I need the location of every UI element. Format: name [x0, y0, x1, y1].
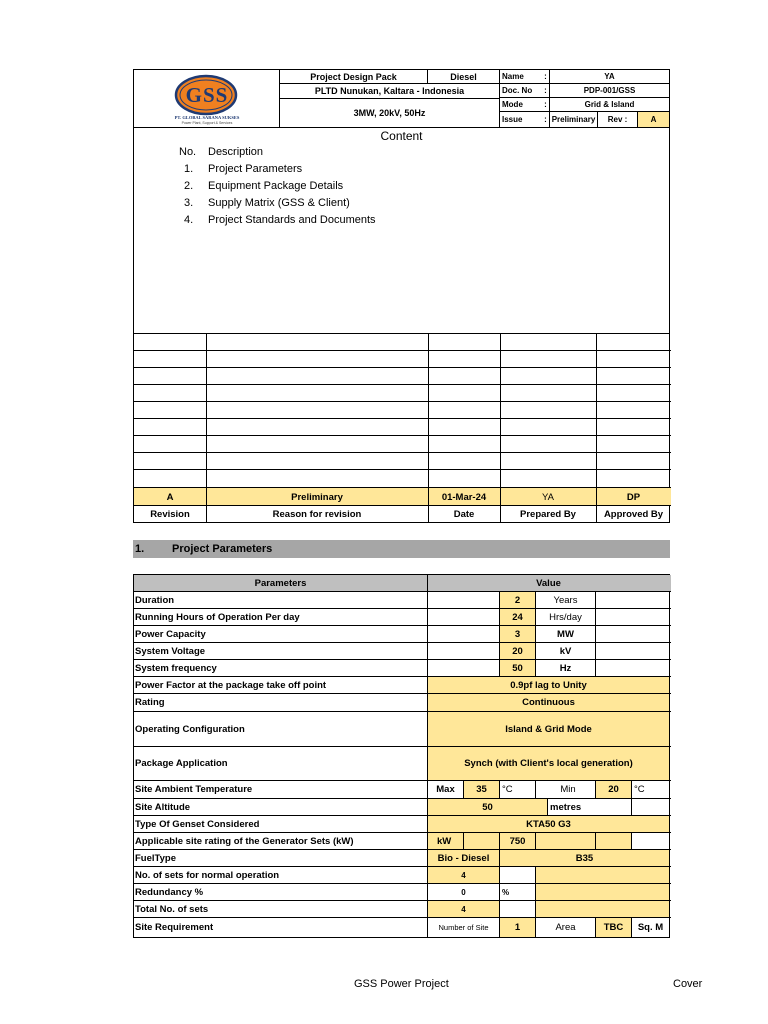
- param-label: No. of sets for normal operation: [134, 867, 428, 883]
- param-value: 50: [428, 799, 548, 815]
- table-row: [134, 833, 671, 850]
- param-label: Site Altitude: [134, 799, 428, 815]
- table-row: [134, 660, 671, 677]
- toc-item-link[interactable]: Project Parameters: [208, 163, 303, 175]
- param-label: System Voltage: [134, 643, 428, 659]
- content-block: [133, 128, 670, 334]
- param-label: Rating: [134, 694, 428, 711]
- param-value: 20: [596, 781, 632, 798]
- param-cell: [536, 833, 596, 849]
- docno-colon: :: [542, 84, 550, 98]
- logo-tagline: Power Plant, Support & Services: [181, 121, 233, 125]
- approved-header: Approved By: [603, 508, 664, 520]
- table-row: [134, 694, 671, 712]
- footer-right: Cover: [673, 978, 703, 990]
- table-row: [134, 747, 671, 781]
- revision-date: 01-Mar-24: [441, 491, 487, 503]
- toc-item-no: 1.: [184, 163, 194, 175]
- param-cell: [596, 643, 669, 659]
- header-block: [133, 69, 670, 128]
- toc-item-link[interactable]: Equipment Package Details: [208, 180, 344, 192]
- param-label: Power Capacity: [134, 626, 428, 642]
- docno-label: Doc. No: [500, 84, 542, 98]
- reason-header: Reason for revision: [272, 508, 362, 520]
- param-cell: [500, 867, 536, 883]
- logo-company: PT. GLOBAL SARANA SUKSES: [174, 115, 240, 120]
- param-value: 50: [500, 660, 536, 676]
- param-label: System frequency: [134, 660, 428, 676]
- toc-item-no: 4.: [184, 214, 194, 226]
- param-sublabel: Max: [428, 781, 464, 798]
- param-value: Continuous: [428, 694, 669, 711]
- param-unit: °C: [634, 784, 645, 795]
- param-unit: MW: [536, 626, 596, 642]
- project-design-pack: Project Design Pack: [280, 70, 428, 84]
- toc-header-desc: Description: [208, 146, 264, 158]
- mode-value: Grid & Island: [550, 98, 669, 112]
- param-label: Operating Configuration: [134, 712, 428, 746]
- param-label: Package Application: [134, 747, 428, 780]
- param-value: 0.9pf lag to Unity: [428, 677, 669, 693]
- table-row: [134, 799, 671, 816]
- param-label: Total No. of sets: [134, 901, 428, 917]
- value-col-header: Value: [536, 577, 561, 589]
- toc-item-link[interactable]: Supply Matrix (GSS & Client): [208, 197, 350, 209]
- param-label: Duration: [134, 592, 428, 608]
- table-row: [134, 609, 671, 626]
- param-cell: [632, 799, 669, 815]
- content-title: Content: [380, 129, 423, 143]
- param-sublabel: Min: [560, 784, 576, 795]
- param-value: 2: [500, 592, 536, 608]
- param-value: 750: [500, 833, 536, 849]
- revision-rev: A: [166, 491, 174, 503]
- param-value: Bio - Diesel: [428, 850, 500, 866]
- revision-row-empty: [134, 385, 671, 402]
- param-value: 3: [500, 626, 536, 642]
- param-unit: Hz: [536, 660, 596, 676]
- logo-text: GSS: [185, 83, 229, 107]
- param-label: Redundancy %: [134, 884, 428, 900]
- param-value: B35: [500, 850, 669, 866]
- table-row: [134, 677, 671, 694]
- table-row: [134, 884, 671, 901]
- revision-table: [133, 333, 670, 523]
- rev-label: Rev :: [598, 112, 638, 127]
- revision-row-empty: [134, 453, 671, 470]
- table-row: [134, 850, 671, 867]
- spec-summary: 3MW, 20kV, 50Hz: [280, 99, 500, 127]
- param-label: Site Ambient Temperature: [134, 781, 428, 798]
- param-cell: [632, 833, 669, 849]
- mode-colon: :: [542, 98, 550, 112]
- param-unit: Years: [536, 592, 596, 608]
- prepared-header: Prepared By: [520, 508, 576, 520]
- param-value: 20: [500, 643, 536, 659]
- revision-approved: DP: [626, 491, 641, 503]
- revision-row-empty: [134, 402, 671, 419]
- date-header: Date: [453, 508, 475, 520]
- param-value: 35: [464, 781, 500, 798]
- param-cell: [428, 609, 500, 625]
- param-value: 0: [428, 884, 500, 900]
- param-unit: %: [500, 884, 536, 900]
- param-cell: [428, 643, 500, 659]
- table-row: [134, 816, 671, 833]
- name-label: Name: [500, 70, 542, 84]
- param-unit: Sq. M: [637, 922, 664, 933]
- param-value: 24: [500, 609, 536, 625]
- section-bar: [133, 540, 670, 558]
- param-label: Type Of Genset Considered: [134, 816, 428, 832]
- name-value: YA: [550, 70, 669, 84]
- param-unit: °C: [500, 781, 536, 798]
- param-cell: [428, 660, 500, 676]
- table-row: [134, 901, 671, 918]
- param-value: Island & Grid Mode: [428, 712, 669, 746]
- param-sublabel: Area: [536, 918, 596, 937]
- param-label: Applicable site rating of the Generator Sets (kW): [134, 833, 428, 849]
- issue-value: Preliminary: [550, 112, 598, 127]
- param-cell: [428, 626, 500, 642]
- param-value: 1: [500, 918, 536, 937]
- param-unit: kV: [536, 643, 596, 659]
- revision-header: Revision: [150, 508, 190, 520]
- toc-item-link[interactable]: Project Standards and Documents: [208, 214, 376, 226]
- param-unit: Hrs/day: [536, 609, 596, 625]
- issue-colon: :: [542, 112, 550, 127]
- rev-value: A: [638, 112, 669, 127]
- param-cell: [536, 884, 669, 900]
- parameters-table: [133, 574, 670, 938]
- toc-header-no: No.: [179, 146, 197, 158]
- table-row: [134, 712, 671, 747]
- name-colon: :: [542, 70, 550, 84]
- table-row: [134, 918, 671, 937]
- docno-value: PDP-001/GSS: [550, 84, 669, 98]
- param-cell: [500, 901, 536, 917]
- param-cell: [596, 626, 669, 642]
- param-cell: [536, 867, 669, 883]
- param-label: Site Requirement: [134, 918, 428, 937]
- param-cell: [536, 901, 669, 917]
- table-row: [134, 781, 671, 799]
- param-value: Synch (with Client's local generation): [428, 747, 669, 780]
- param-label: Running Hours of Operation Per day: [134, 609, 428, 625]
- toc-item-no: 3.: [184, 197, 194, 209]
- param-label: FuelType: [134, 850, 428, 866]
- param-value: 4: [428, 867, 500, 883]
- issue-label: Issue: [502, 115, 523, 124]
- site-name: PLTD Nunukan, Kaltara - Indonesia: [280, 84, 500, 99]
- revision-row-empty: [134, 334, 671, 351]
- table-row: [134, 626, 671, 643]
- table-row: [134, 592, 671, 609]
- param-label: Power Factor at the package take off point: [134, 677, 428, 693]
- param-cell: [596, 609, 669, 625]
- toc-item-no: 2.: [184, 180, 194, 192]
- param-cell: [596, 660, 669, 676]
- revision-row-empty: [134, 419, 671, 436]
- param-cell: [596, 833, 632, 849]
- company-logo: [134, 70, 280, 127]
- revision-row-empty: [134, 368, 671, 385]
- param-value: KTA50 G3: [428, 816, 669, 832]
- section-number: 1.: [135, 543, 145, 555]
- footer-center: GSS Power Project: [354, 978, 449, 990]
- table-row: [134, 643, 671, 660]
- parameters-col-header: Parameters: [134, 575, 428, 591]
- revision-row-empty: [134, 351, 671, 368]
- param-unit: metres: [548, 799, 632, 815]
- parameters-header-row: [134, 575, 671, 592]
- table-row: [134, 867, 671, 884]
- param-cell: [596, 592, 669, 608]
- fuel-type-header: Diesel: [428, 70, 500, 84]
- param-unit: kW: [428, 833, 464, 849]
- param-value: 4: [428, 901, 500, 917]
- param-cell: [428, 592, 500, 608]
- param-value: TBC: [596, 918, 632, 937]
- param-cell: [464, 833, 500, 849]
- mode-label: Mode: [500, 98, 542, 112]
- revision-reason: Preliminary: [291, 491, 343, 503]
- revision-row-empty: [134, 436, 671, 453]
- param-sublabel: Number of Site: [428, 918, 500, 937]
- revision-prepared: YA: [542, 491, 554, 503]
- section-title: Project Parameters: [172, 543, 273, 555]
- revision-row-empty: [134, 470, 671, 488]
